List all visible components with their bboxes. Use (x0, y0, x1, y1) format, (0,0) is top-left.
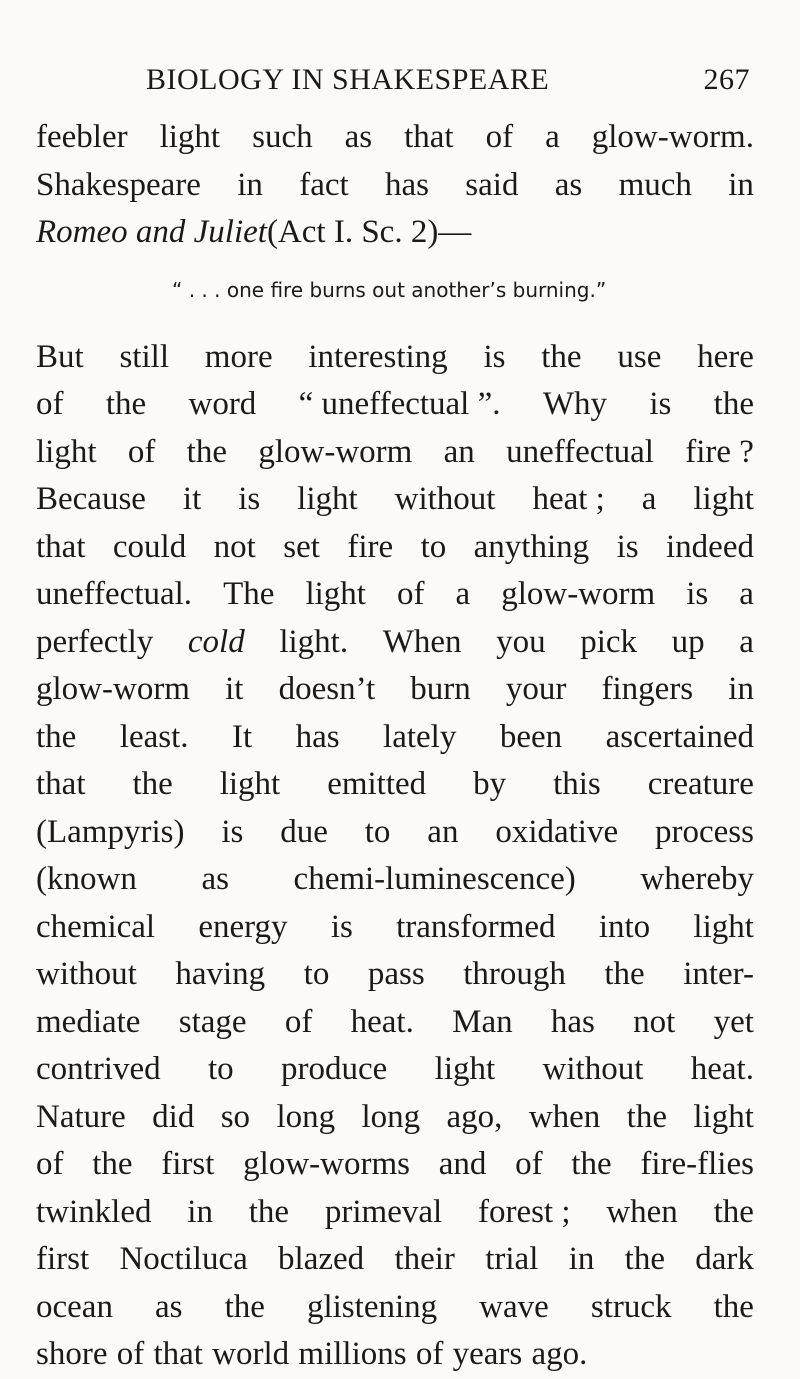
word: of (36, 386, 64, 422)
word: millions (298, 1336, 407, 1372)
word: lately (383, 718, 457, 755)
word: word (188, 386, 257, 422)
word: an (427, 813, 459, 850)
word: ocean (36, 1288, 113, 1325)
text-line (36, 904, 754, 952)
word: to (207, 1051, 234, 1087)
word: struck (590, 1288, 672, 1325)
act-scene-reference: (Act I. Sc. 2)— (266, 214, 472, 250)
word: Because (36, 481, 146, 517)
word: heat ; (532, 481, 605, 517)
word: more (204, 338, 273, 375)
word: of (415, 1336, 444, 1372)
word: inter- (683, 956, 754, 992)
word: by (473, 766, 507, 802)
text-line (36, 856, 754, 904)
word: could (112, 528, 187, 565)
word: fact (299, 166, 349, 203)
word: the (604, 956, 645, 992)
word: it (182, 481, 202, 517)
text-line (36, 381, 754, 429)
text-line (36, 619, 754, 667)
word: without (542, 1051, 644, 1087)
word: has (384, 166, 429, 203)
word: the (571, 1146, 612, 1182)
word: is (686, 576, 709, 612)
word: the (626, 1098, 667, 1135)
word: fingers (601, 671, 694, 707)
word: wave (479, 1288, 549, 1325)
word: But (36, 338, 84, 375)
word: to (364, 813, 391, 850)
word: the (92, 1146, 133, 1182)
word: of (116, 1336, 145, 1372)
word: said (465, 166, 519, 203)
word: to (420, 528, 447, 565)
word: world (212, 1336, 290, 1372)
text-line (36, 209, 754, 257)
text-line (36, 761, 754, 809)
word: the (36, 718, 77, 755)
word: of (284, 1003, 313, 1040)
word: When (382, 623, 462, 660)
word: glow-worm (36, 671, 190, 707)
word: mediate (36, 1003, 141, 1040)
word: such (252, 119, 313, 155)
word: “ uneffectual ”. (298, 386, 501, 422)
word: heat. (350, 1003, 414, 1040)
word: glow-worm. (591, 119, 754, 155)
word: of (396, 576, 425, 612)
word: as (155, 1288, 183, 1325)
word: been (499, 718, 563, 755)
word: into (598, 908, 651, 945)
text-line (36, 1094, 754, 1142)
word: an (443, 433, 475, 470)
word: so (220, 1098, 251, 1135)
page-number: 267 (703, 63, 750, 96)
word: light (297, 481, 358, 517)
word: fire ? (685, 433, 754, 470)
word: ago. (531, 1336, 588, 1372)
word: not (633, 1003, 676, 1040)
word: in (728, 166, 754, 203)
word: creature (647, 766, 754, 802)
body-text (36, 114, 754, 1379)
word: here (697, 338, 754, 375)
word: as (554, 166, 583, 203)
word: use (617, 338, 662, 375)
word: Nature (36, 1098, 126, 1135)
word: transformed (396, 908, 556, 945)
text-line (36, 334, 754, 382)
word: this (553, 766, 601, 802)
word: when (528, 1098, 601, 1135)
word: it (225, 671, 244, 707)
word: to (303, 956, 330, 992)
word: light (159, 119, 221, 155)
word: having (175, 956, 266, 992)
word: stage (178, 1003, 247, 1040)
word: contrived (36, 1051, 161, 1087)
word: forest ; (477, 1193, 571, 1230)
emphasized-word: cold (187, 623, 245, 660)
word: process (655, 813, 754, 850)
word: the (713, 386, 754, 422)
word: perfectly (36, 623, 154, 660)
word: years (452, 1336, 523, 1372)
word: light. (279, 623, 349, 660)
word: feebler (36, 119, 128, 155)
word: doesn’t (278, 671, 376, 707)
text-line (36, 951, 754, 999)
word: the (132, 766, 173, 802)
word: first (161, 1146, 215, 1182)
word: due (280, 813, 328, 850)
word: Shakespeare (36, 166, 201, 203)
text-line (36, 666, 754, 714)
word: set (283, 528, 320, 565)
word: that (153, 1336, 203, 1372)
paragraph (36, 334, 754, 1379)
word: still (119, 338, 169, 375)
word: a (545, 119, 560, 155)
word: It (231, 718, 253, 755)
text-line (36, 1046, 754, 1094)
word: light (219, 766, 281, 802)
word: of (515, 1146, 543, 1182)
text-line (36, 714, 754, 762)
text-line (36, 1236, 754, 1284)
word: light (693, 1098, 754, 1135)
word: dark (695, 1241, 754, 1277)
text-line (36, 1331, 754, 1379)
word: Man (452, 1003, 513, 1040)
running-head (36, 60, 754, 100)
word: the (224, 1288, 265, 1325)
word: in (728, 671, 754, 707)
word: a (641, 481, 657, 517)
word: trial (485, 1241, 539, 1277)
word: anything (473, 528, 590, 565)
word: primeval (324, 1193, 443, 1230)
word: is (221, 813, 244, 850)
word: your (505, 671, 567, 707)
word: not (213, 528, 256, 565)
word: heat. (690, 1051, 754, 1087)
text-line (36, 1141, 754, 1189)
word: glow-worm (501, 576, 656, 612)
text-line (36, 571, 754, 619)
word: (known (36, 861, 137, 897)
word: a (739, 576, 754, 612)
word: least. (119, 718, 189, 755)
word: Why (542, 386, 607, 422)
word: the (624, 1241, 665, 1277)
word: through (463, 956, 566, 992)
word: when (606, 1193, 678, 1230)
word: that (36, 528, 86, 565)
word: you (496, 623, 546, 660)
word: the (248, 1193, 290, 1230)
word: that (404, 119, 454, 155)
word: and (438, 1146, 487, 1182)
word: is (649, 386, 672, 422)
word: pick (580, 623, 638, 660)
word: without (394, 481, 496, 517)
word: the (541, 338, 582, 375)
text-line (36, 162, 754, 210)
book-page (36, 0, 754, 1370)
word: long (276, 1098, 336, 1135)
word: light (36, 433, 97, 470)
word: is (616, 528, 639, 565)
quotation: “ . . . one fire burns out another’s burning.” (172, 277, 607, 302)
word: as (344, 119, 373, 155)
word: has (295, 718, 340, 755)
word: blazed (278, 1241, 365, 1277)
word: chemical (36, 908, 156, 945)
word: that (36, 766, 86, 802)
word: the (105, 386, 147, 422)
word: fire-flies (640, 1146, 754, 1182)
word: The (223, 576, 275, 612)
word: indeed (666, 528, 754, 565)
word: did (152, 1098, 195, 1135)
word: Noctiluca (119, 1241, 248, 1277)
word: as (201, 861, 229, 897)
text-line (36, 429, 754, 477)
word: in (237, 166, 263, 203)
word: pass (367, 956, 425, 992)
text-line (36, 1189, 754, 1237)
word: their (394, 1241, 455, 1277)
word: in (568, 1241, 595, 1277)
play-title: Romeo and Juliet (36, 214, 267, 250)
word: light (305, 576, 366, 612)
word: long (361, 1098, 421, 1135)
word: whereby (640, 861, 754, 897)
word: chemi-luminescence) (293, 861, 576, 897)
word: ago, (446, 1098, 503, 1135)
word: (Lampyris) (36, 813, 185, 850)
text-line (36, 1284, 754, 1332)
word: the (713, 1288, 754, 1325)
word: light (434, 1051, 496, 1087)
word: ascertained (605, 718, 754, 755)
word: is (330, 908, 353, 945)
word: emitted (327, 766, 427, 802)
word: is (483, 338, 506, 375)
word: light (693, 481, 754, 517)
word: a (739, 623, 754, 660)
word: a (455, 576, 471, 612)
word: much (618, 166, 692, 203)
word: has (550, 1003, 595, 1040)
word: the (186, 433, 227, 470)
word: twinkled (36, 1193, 152, 1230)
word: first (36, 1241, 90, 1277)
word: burn (410, 671, 471, 707)
word: interesting (308, 338, 448, 375)
word: of (36, 1146, 64, 1182)
word: yet (713, 1003, 754, 1040)
word: shore (36, 1336, 108, 1372)
word: produce (281, 1051, 388, 1087)
text-line (36, 114, 754, 162)
word: is (238, 481, 261, 517)
text-line (36, 476, 754, 524)
word: glistening (306, 1288, 438, 1325)
text-line (36, 999, 754, 1047)
word: in (187, 1193, 213, 1230)
word: glow-worm (258, 433, 413, 470)
word: of (127, 433, 156, 470)
word: light (693, 908, 754, 945)
word: uneffectual. (36, 576, 193, 612)
word: of (485, 119, 514, 155)
word: glow-worms (243, 1146, 410, 1182)
word: up (671, 623, 705, 660)
word: without (36, 956, 137, 992)
word: energy (198, 908, 288, 945)
word: fire (347, 528, 394, 565)
word: the (713, 1193, 754, 1230)
running-title: BIOLOGY IN SHAKESPEARE (146, 63, 550, 96)
text-line (36, 809, 754, 857)
word: oxidative (495, 813, 619, 850)
word: uneffectual (506, 433, 654, 470)
text-line (36, 524, 754, 572)
